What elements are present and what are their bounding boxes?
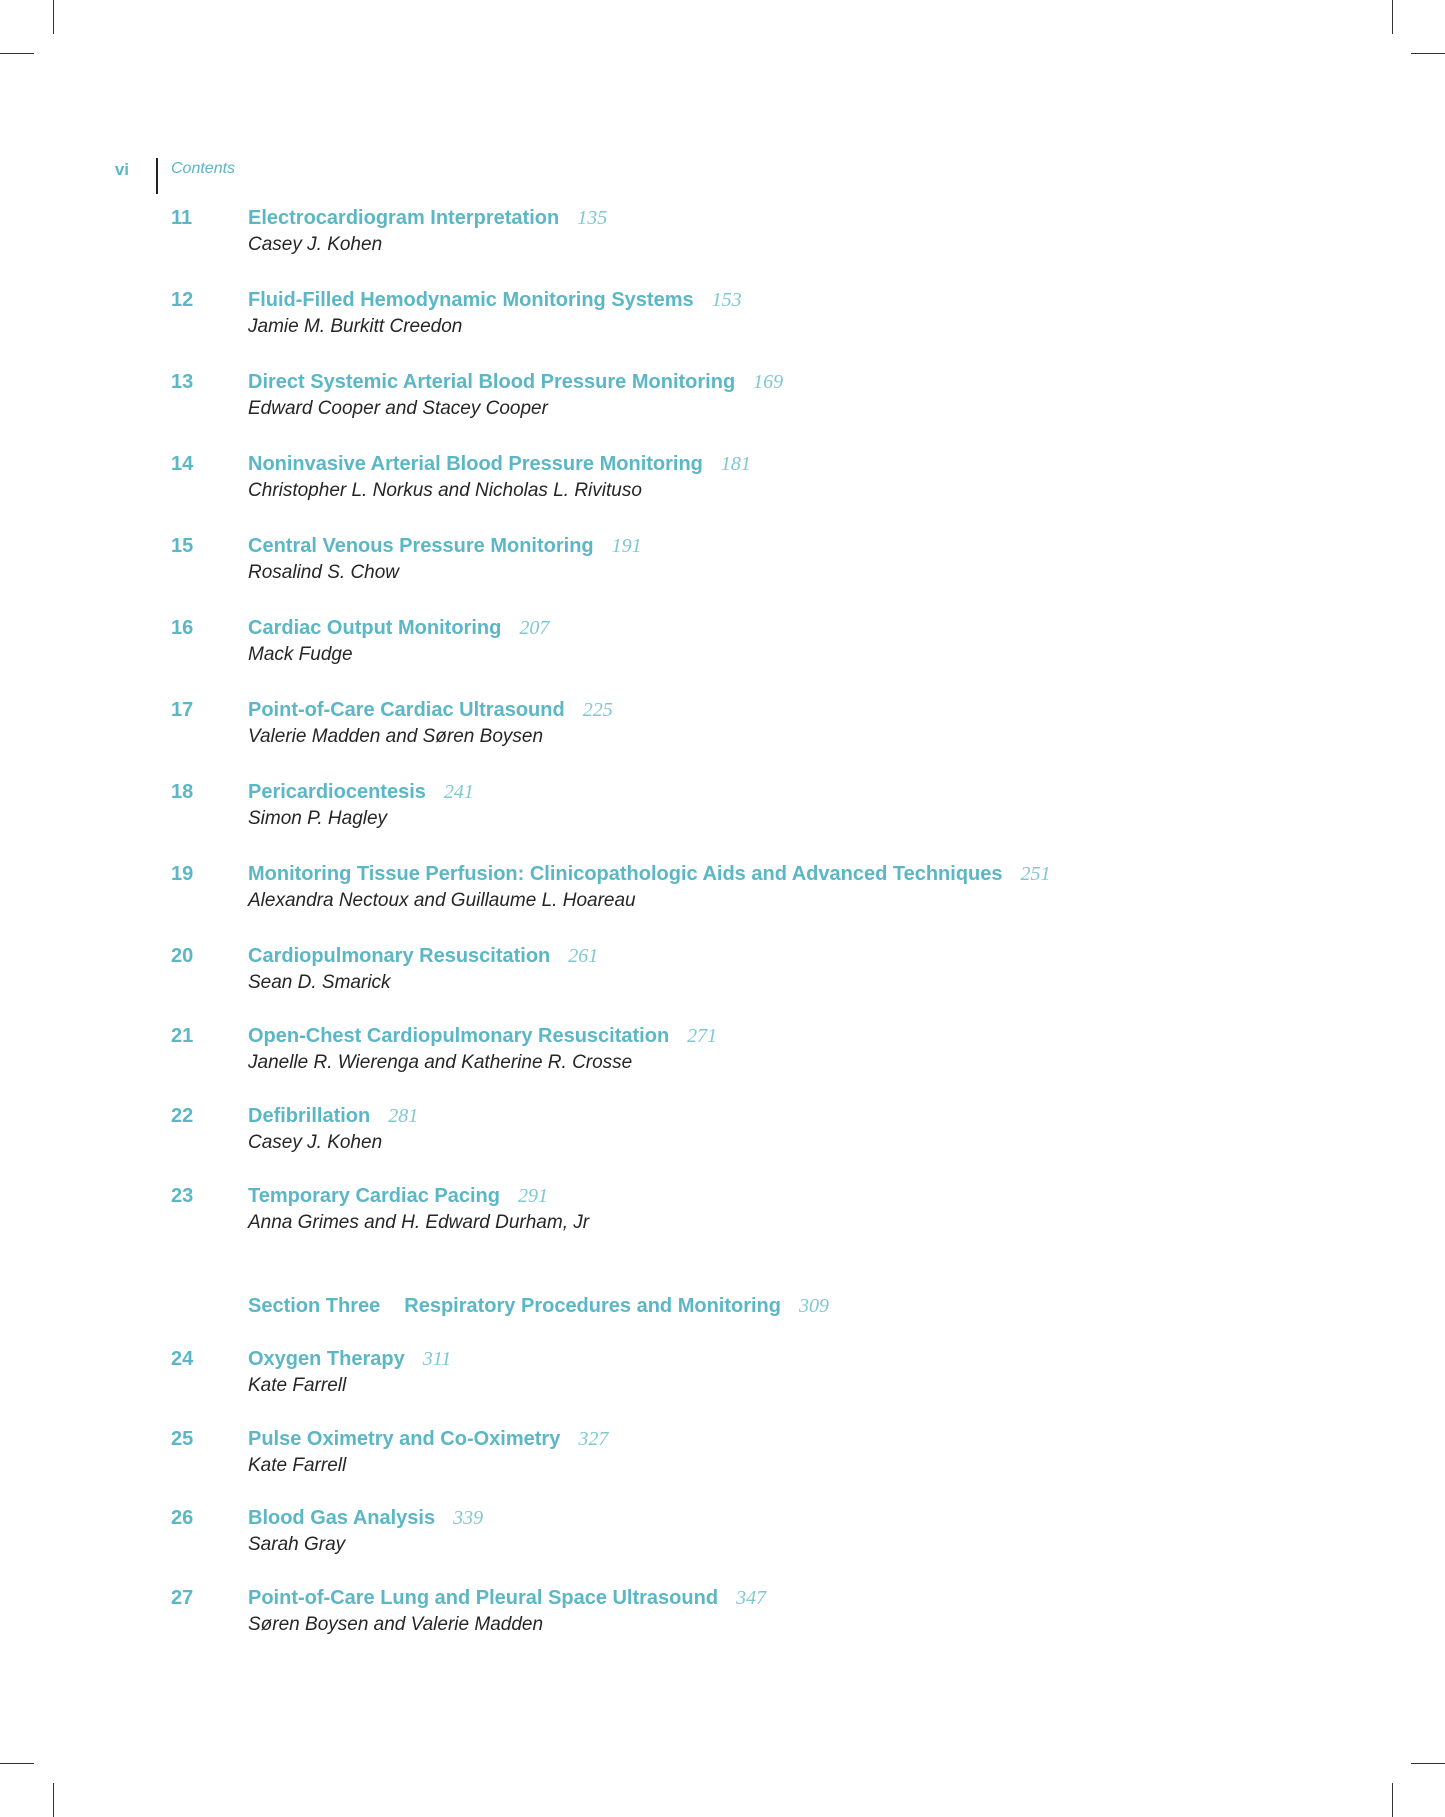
chapter-page: 191 bbox=[611, 535, 642, 557]
chapter-authors: Simon P. Hagley bbox=[248, 808, 388, 829]
chapter-page: 339 bbox=[453, 1507, 484, 1529]
chapter-title: Oxygen Therapy bbox=[248, 1348, 405, 1370]
chapter-title: Cardiopulmonary Resuscitation bbox=[248, 945, 551, 967]
chapter-authors: Edward Cooper and Stacey Cooper bbox=[248, 398, 548, 419]
chapter-authors: Sean D. Smarick bbox=[248, 972, 391, 993]
chapter-page: 181 bbox=[720, 453, 751, 475]
chapter-title: Direct Systemic Arterial Blood Pressure Monitoring bbox=[248, 371, 736, 393]
crop-mark bbox=[1392, 0, 1393, 34]
chapter-number: 24 bbox=[171, 1348, 194, 1370]
chapter-number: 13 bbox=[171, 371, 194, 393]
section-page: 309 bbox=[799, 1295, 829, 1317]
crop-mark bbox=[1392, 1783, 1393, 1817]
chapter-authors: Søren Boysen and Valerie Madden bbox=[248, 1614, 544, 1635]
chapter-number: 17 bbox=[171, 699, 194, 721]
section-heading bbox=[248, 1295, 829, 1318]
chapter-number: 15 bbox=[171, 535, 194, 557]
chapter-page: 225 bbox=[582, 699, 613, 721]
chapter-title: Temporary Cardiac Pacing bbox=[248, 1185, 500, 1207]
chapter-title: Fluid-Filled Hemodynamic Monitoring Systems bbox=[248, 289, 694, 311]
chapter-authors: Janelle R. Wierenga and Katherine R. Crosse bbox=[248, 1052, 633, 1073]
chapter-number: 14 bbox=[171, 453, 194, 475]
chapter-page: 135 bbox=[577, 207, 608, 229]
chapter-title: Point-of-Care Lung and Pleural Space Ultrasound bbox=[248, 1587, 719, 1609]
chapter-number: 25 bbox=[171, 1428, 194, 1450]
chapter-authors: Jamie M. Burkitt Creedon bbox=[248, 316, 463, 337]
crop-mark bbox=[0, 53, 34, 54]
chapter-number: 11 bbox=[171, 207, 193, 229]
chapter-page: 261 bbox=[568, 945, 599, 967]
chapter-number: 22 bbox=[171, 1105, 194, 1127]
chapter-number: 12 bbox=[171, 289, 194, 311]
chapter-number: 21 bbox=[171, 1025, 194, 1047]
chapter-authors: Casey J. Kohen bbox=[248, 234, 383, 255]
crop-mark bbox=[53, 0, 54, 34]
crop-mark bbox=[0, 1763, 34, 1764]
chapter-authors: Mack Fudge bbox=[248, 644, 353, 665]
crop-mark bbox=[1411, 1763, 1445, 1764]
chapter-title: Pericardiocentesis bbox=[248, 781, 426, 803]
chapter-page: 271 bbox=[687, 1025, 718, 1047]
chapter-title: Pulse Oximetry and Co-Oximetry bbox=[248, 1428, 561, 1450]
chapter-authors: Rosalind S. Chow bbox=[248, 562, 400, 583]
chapter-page: 281 bbox=[388, 1105, 419, 1127]
chapter-title: Open-Chest Cardiopulmonary Resuscitation bbox=[248, 1025, 670, 1047]
crop-mark bbox=[1411, 53, 1445, 54]
chapter-page: 169 bbox=[753, 371, 784, 393]
chapter-number: 27 bbox=[171, 1587, 194, 1609]
chapter-authors: Valerie Madden and Søren Boysen bbox=[248, 726, 544, 747]
section-label: Section Three bbox=[248, 1295, 381, 1317]
chapter-authors: Sarah Gray bbox=[248, 1534, 346, 1555]
chapter-page: 153 bbox=[711, 289, 742, 311]
chapter-title: Noninvasive Arterial Blood Pressure Monitoring bbox=[248, 453, 703, 475]
chapter-number: 26 bbox=[171, 1507, 194, 1529]
chapter-number: 23 bbox=[171, 1185, 194, 1207]
running-head-rule bbox=[156, 158, 158, 194]
chapter-title: Electrocardiogram Interpretation bbox=[248, 207, 560, 229]
chapter-authors: Anna Grimes and H. Edward Durham, Jr bbox=[248, 1212, 590, 1233]
chapter-title: Central Venous Pressure Monitoring bbox=[248, 535, 594, 557]
chapter-authors: Casey J. Kohen bbox=[248, 1132, 383, 1153]
chapter-title: Cardiac Output Monitoring bbox=[248, 617, 502, 639]
chapter-authors: Kate Farrell bbox=[248, 1375, 347, 1396]
chapter-title: Defibrillation bbox=[248, 1105, 371, 1127]
chapter-number: 20 bbox=[171, 945, 194, 967]
crop-mark bbox=[53, 1783, 54, 1817]
chapter-page: 311 bbox=[422, 1348, 452, 1370]
chapter-page: 327 bbox=[578, 1428, 609, 1450]
chapter-page: 251 bbox=[1020, 863, 1051, 885]
page-number: vi bbox=[114, 160, 129, 179]
section-title: Respiratory Procedures and Monitoring bbox=[404, 1295, 781, 1317]
chapter-title: Blood Gas Analysis bbox=[248, 1507, 436, 1529]
chapter-number: 18 bbox=[171, 781, 194, 803]
chapter-number: 16 bbox=[171, 617, 194, 639]
chapter-page: 241 bbox=[443, 781, 474, 803]
chapter-authors: Alexandra Nectoux and Guillaume L. Hoareau bbox=[248, 890, 636, 911]
chapter-title: Monitoring Tissue Perfusion: Clinicopathologic Aids and Advanced Techniques bbox=[248, 863, 1003, 885]
chapter-title: Point-of-Care Cardiac Ultrasound bbox=[248, 699, 565, 721]
running-head-title: Contents bbox=[171, 160, 236, 177]
chapter-page: 207 bbox=[519, 617, 550, 639]
chapter-number: 19 bbox=[171, 863, 194, 885]
chapter-page: 347 bbox=[736, 1587, 767, 1609]
chapter-authors: Christopher L. Norkus and Nicholas L. Rivituso bbox=[248, 480, 642, 501]
chapter-authors: Kate Farrell bbox=[248, 1455, 347, 1476]
chapter-page: 291 bbox=[517, 1185, 548, 1207]
